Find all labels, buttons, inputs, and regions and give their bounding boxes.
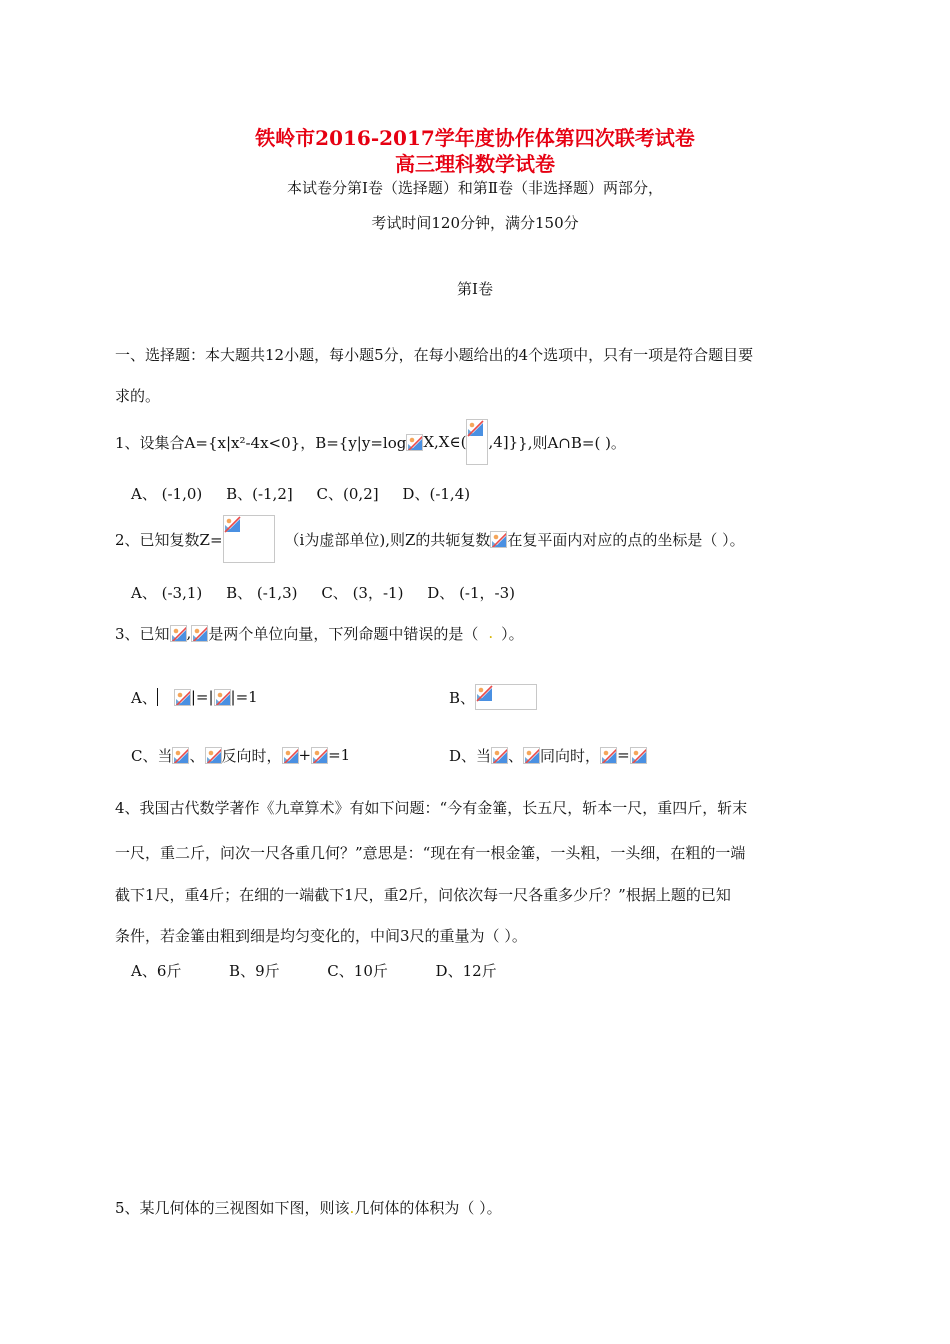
vector-a-icon — [600, 747, 617, 764]
q3-option-a — [131, 680, 258, 714]
q3-opt-c-a: C、当 — [131, 746, 173, 765]
q3-opt-d-a: D、当 — [449, 746, 492, 765]
formula-image-icon — [406, 434, 423, 451]
part1-intro-line2: 求的。 — [115, 387, 161, 405]
part1-intro-line1: 一、选择题：本大题共12小题，每小题5分，在每小题给出的4个选项中，只有一项是符合题目要 — [115, 346, 754, 364]
exam-note-1: 本试卷分第Ⅰ卷（选择题）和第Ⅱ卷（非选择题）两部分， — [286, 179, 664, 197]
q3-option-c — [131, 738, 350, 772]
vector-b-icon — [191, 625, 208, 642]
q4-line-1: 4、我国古代数学著作《九章算术》有如下问题：“今有金箠，长五尺，斩本一尺，重四斤，斩末 — [115, 799, 748, 817]
question-1 — [115, 418, 626, 466]
q2-stem-a: 2、已知复数Z= — [115, 530, 223, 549]
exam-note-2: 考试时间120分钟，满分150分 — [371, 214, 579, 232]
question-2 — [115, 514, 745, 564]
q3-stem-a: 3、已知 — [115, 624, 170, 643]
formula-image-icon — [223, 515, 275, 563]
q3-opt-c-b: 反向时， — [221, 746, 282, 765]
q3-opt-d-b: 同向时， — [540, 746, 601, 765]
formula-image-icon — [490, 531, 507, 548]
formula-image-icon — [475, 684, 537, 710]
q3-opt-b-label: B、 — [449, 688, 476, 707]
q3-opt-a-end: |=1 — [230, 688, 258, 706]
q3-opt-a-label: A、 — [131, 688, 157, 707]
q5-stem-b: 几何体的体积为（ ）。 — [354, 1199, 502, 1217]
q3-stem-b: 是两个单位向量，下列命题中错误的是（ — [208, 624, 479, 643]
q2-stem-b: （i为虚部单位),则Z的共轭复数 — [284, 530, 491, 549]
exam-subtitle: 高三理科数学试卷 — [395, 152, 555, 176]
formula-image-icon — [466, 419, 488, 465]
question-5 — [115, 1197, 502, 1218]
q3-option-b — [449, 680, 537, 714]
section-label: 第Ⅰ卷 — [457, 280, 493, 298]
vector-a-icon — [282, 747, 299, 764]
q3-opt-c-end: =1 — [328, 746, 351, 764]
q1-stem-d: },则A∩B=( )。 — [518, 433, 626, 452]
q5-stem-a: 5、某几何体的三视图如下图，则该 — [115, 1199, 350, 1217]
vector-b-icon — [630, 747, 647, 764]
q3-opt-d-eq: = — [617, 746, 630, 764]
q4-options: A、6斤 B、9斤 C、10斤 D、12斤 — [131, 962, 497, 980]
q3-stem-sep: , — [186, 624, 192, 642]
question-3 — [115, 615, 524, 651]
q3-opt-c-plus: + — [298, 746, 312, 764]
q4-line-2: 一尺，重二斤，问次一尺各重几何？”意思是：“现在有一根金箠，一头粗，一头细，在粗的一端 — [115, 844, 746, 862]
vector-a-icon — [172, 747, 189, 764]
q1-stem-b: X,X∈( — [423, 433, 467, 451]
q5-stem-dot: . — [349, 1199, 355, 1217]
q2-options: A、 (-3,1) B、 (-1,3) C、 (3，-1) D、 (-1，-3) — [131, 584, 515, 602]
q3-opt-c-sep: 、 — [189, 746, 205, 765]
vector-a-icon — [170, 625, 187, 642]
q3-opt-a-mid: |=| — [190, 688, 214, 706]
q1-options: A、 (-1,0) B、(-1,2] C、(0,2] D、(-1,4) — [131, 485, 471, 503]
q1-stem-a: 1、设集合A={x|x²-4x<0}，B={y|y=log — [115, 433, 407, 452]
q3-stem-c: ）。 — [501, 624, 524, 643]
vector-a-icon — [491, 747, 508, 764]
q4-line-3: 截下1尺，重4斤；在细的一端截下1尺，重2斤，问依次每一尺各重多少斤？”根据上题的已知 — [115, 886, 731, 904]
vector-a-icon — [174, 689, 191, 706]
q4-line-4: 条件，若金箠由粗到细是均匀变化的，中间3尺的重量为（ ）。 — [115, 927, 527, 945]
q3-stem-dot: . — [488, 624, 494, 642]
vector-b-icon — [205, 747, 222, 764]
q2-stem-c: 在复平面内对应的点的坐标是（ ）。 — [507, 530, 745, 549]
vector-b-icon — [523, 747, 540, 764]
vector-b-icon — [311, 747, 328, 764]
q1-stem-c: ,4]} — [488, 433, 519, 451]
q3-option-d — [449, 738, 647, 772]
vector-b-icon — [214, 689, 231, 706]
q3-opt-d-sep: 、 — [508, 746, 524, 765]
exam-title: 铁岭市2016-2017学年度协作体第四次联考试卷 — [255, 126, 695, 150]
